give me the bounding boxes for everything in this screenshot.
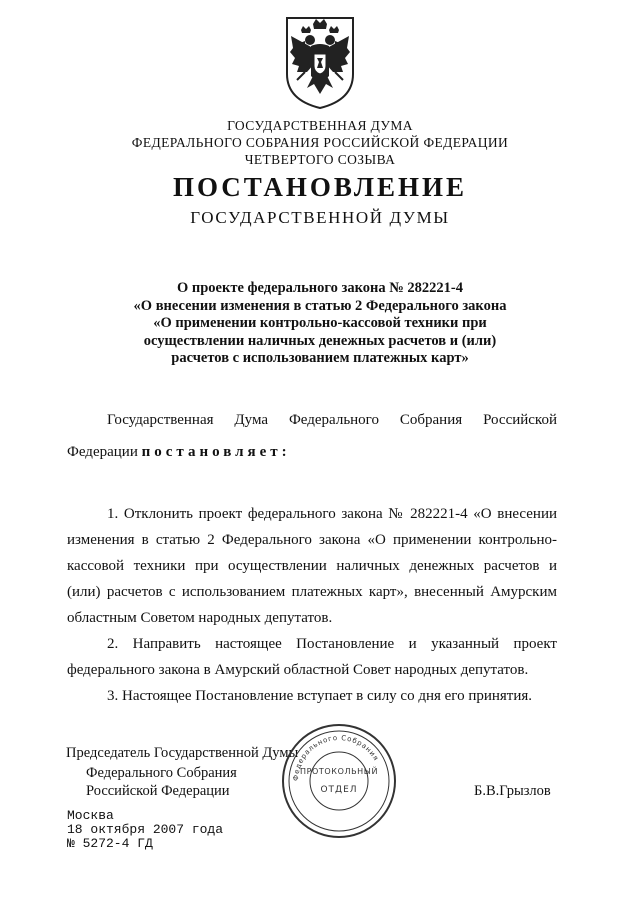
document-subtitle: ГОСУДАРСТВЕННОЙ ДУМЫ xyxy=(190,208,450,227)
footer-date: 18 октября 2007 года xyxy=(67,822,224,837)
subject-block xyxy=(0,280,640,368)
signatory-title-line-2: Федерального Собрания xyxy=(86,765,237,781)
subject-line: О проекте федерального закона № 282221-4 xyxy=(176,280,464,296)
item-3-line: 3. Настоящее Постановление вступает в силу со дня его принятия. xyxy=(107,688,533,704)
preamble-text: Федерации xyxy=(67,444,142,460)
preamble-line-1: Государственная Дума Федерального Собрания Российской xyxy=(107,412,557,428)
stamp-ring-text: Федерального Собрания xyxy=(291,733,381,782)
item-1-line: изменения в статью 2 Федерального закона «О применении контрольно- xyxy=(67,532,557,548)
org-header-line-1: ГОСУДАРСТВЕННАЯ ДУМА xyxy=(227,118,413,133)
item-1-line: областным Советом народных депутатов. xyxy=(67,610,333,626)
item-2-line: 2. Направить настоящее Постановление и указанный проект xyxy=(107,636,557,652)
item-1-line: (или) расчетов с использованием платежных карт», внесенный Амурским xyxy=(67,584,557,600)
footer-city: Москва xyxy=(67,808,114,823)
item-2-line: федерального закона в Амурский областной Совет народных депутатов. xyxy=(67,662,529,678)
subject-line: «О применении контрольно-кассовой техники при xyxy=(153,315,487,331)
item-1-line: кассовой техники при осуществлении наличных денежных расчетов и xyxy=(67,558,557,574)
document-footer xyxy=(67,809,223,851)
footer-number: № 5272-4 ГД xyxy=(67,836,153,851)
stamp-center-label: ПРОТОКОЛЬНЫЙ xyxy=(299,767,379,776)
subject-line: расчетов с использованием платежных карт» xyxy=(171,350,469,366)
org-header-line-3: ЧЕТВЕРТОГО СОЗЫВА xyxy=(244,152,396,167)
org-header-line-2: ФЕДЕРАЛЬНОГО СОБРАНИЯ РОССИЙСКОЙ ФЕДЕРАЦИИ xyxy=(131,135,509,150)
signatory-title-line-1: Председатель Государственной Думы xyxy=(66,745,299,761)
subject-line: осуществлении наличных денежных расчетов и (или) xyxy=(143,332,497,349)
coat-of-arms-emblem xyxy=(283,14,357,110)
signatory-name: Б.В.Грызлов xyxy=(474,783,551,799)
org-header xyxy=(0,117,640,168)
subject-line: «О внесении изменения в статью 2 Федерального закона xyxy=(133,297,507,314)
signatory-title-line-3: Российской Федерации xyxy=(86,783,230,799)
decision-verb: постановляет: xyxy=(141,444,291,460)
document-title: ПОСТАНОВЛЕНИЕ xyxy=(172,172,468,202)
item-1-line: 1. Отклонить проект федерального закона № 282221-4 «О внесении xyxy=(107,506,557,522)
stamp-office: ОТДЕЛ xyxy=(320,785,358,795)
preamble-line-2 xyxy=(67,443,557,462)
official-stamp xyxy=(280,722,398,840)
